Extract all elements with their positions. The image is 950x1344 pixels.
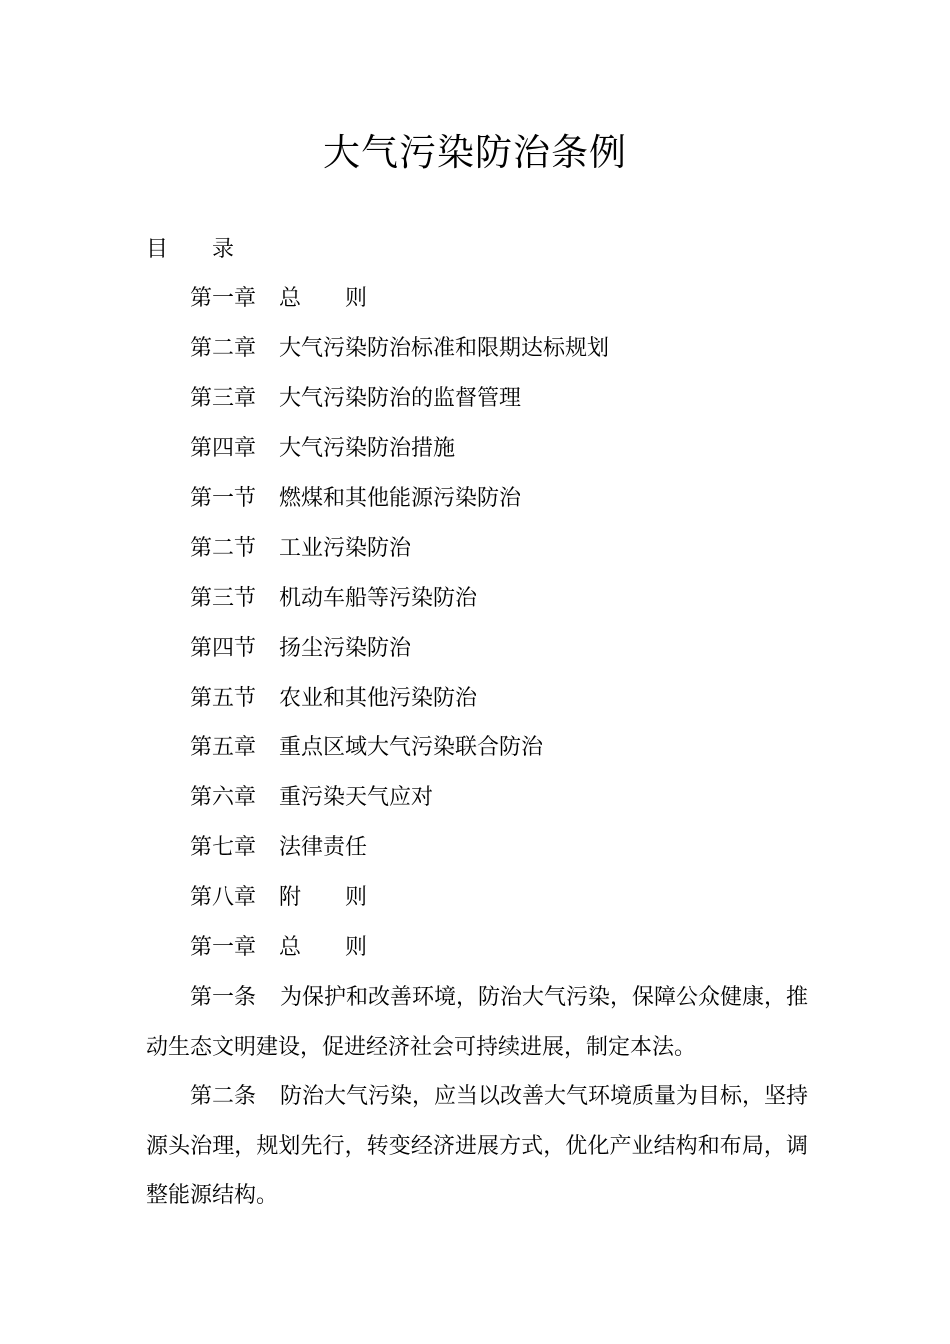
toc-item-label: 第三节 — [190, 586, 257, 611]
chapter-heading — [190, 933, 367, 963]
toc-item-text: 总 则 — [279, 286, 368, 311]
toc-item-label: 第四节 — [190, 636, 257, 661]
toc-item — [190, 434, 455, 464]
toc-item-label: 第一节 — [190, 486, 257, 511]
toc-item-label: 第二节 — [190, 536, 257, 561]
toc-item — [190, 584, 477, 614]
toc-item-text: 附 则 — [279, 885, 368, 910]
toc-item-label: 第一章 — [190, 286, 257, 311]
toc-item — [190, 484, 521, 514]
toc-heading — [146, 235, 234, 265]
toc-item-text: 重污染天气应对 — [279, 785, 434, 810]
article-text: 为保护和改善环境，防治大气污染，保障公众健康，推动生态文明建设，促进经济社会可持续进展，制定本法。 — [146, 985, 809, 1060]
toc-item — [190, 733, 543, 763]
toc-item-text: 大气污染防治的监督管理 — [279, 386, 522, 411]
toc-item — [190, 684, 477, 714]
article-paragraph — [146, 1072, 808, 1221]
toc-item-text: 燃煤和其他能源污染防治 — [279, 486, 522, 511]
article-text: 防治大气污染，应当以改善大气环境质量为目标，坚持源头治理，规划先行，转变经济进展方式，优化产业结构和布局，调整能源结构。 — [146, 1084, 809, 1209]
chapter-heading-label: 第一章 — [190, 935, 257, 960]
toc-item-text: 大气污染防治标准和限期达标规划 — [279, 336, 610, 361]
toc-item — [190, 534, 411, 564]
toc-item — [190, 334, 609, 364]
toc-item-text: 重点区域大气污染联合防治 — [279, 735, 544, 760]
document-title: 大气污染防治条例 — [323, 131, 627, 174]
toc-item-text: 农业和其他污染防治 — [279, 686, 478, 711]
toc-item-label: 第五章 — [190, 735, 257, 760]
chapter-heading-text: 总 则 — [279, 935, 368, 960]
toc-item-text: 扬尘污染防治 — [279, 636, 412, 661]
toc-item-label: 第三章 — [190, 386, 257, 411]
article-paragraph — [146, 973, 808, 1072]
toc-item-label: 第五节 — [190, 686, 257, 711]
toc-item-label: 第六章 — [190, 785, 257, 810]
toc-heading-second: 录 — [212, 237, 235, 262]
toc-item — [190, 284, 367, 314]
toc-item-label: 第七章 — [190, 835, 257, 860]
toc-item — [190, 634, 411, 664]
toc-item — [190, 384, 521, 414]
article-label: 第二条 — [190, 1084, 257, 1109]
toc-item-text: 工业污染防治 — [279, 536, 412, 561]
toc-item — [190, 833, 367, 863]
toc-item-text: 大气污染防治措施 — [279, 436, 456, 461]
toc-item — [190, 783, 433, 813]
toc-item — [190, 883, 367, 913]
toc-item-text: 法律责任 — [279, 835, 368, 860]
toc-item-text: 机动车船等污染防治 — [279, 586, 478, 611]
toc-heading-first: 目 — [146, 237, 169, 262]
toc-item-label: 第二章 — [190, 336, 257, 361]
article-label: 第一条 — [190, 985, 257, 1010]
toc-item-label: 第八章 — [190, 885, 257, 910]
toc-item-label: 第四章 — [190, 436, 257, 461]
